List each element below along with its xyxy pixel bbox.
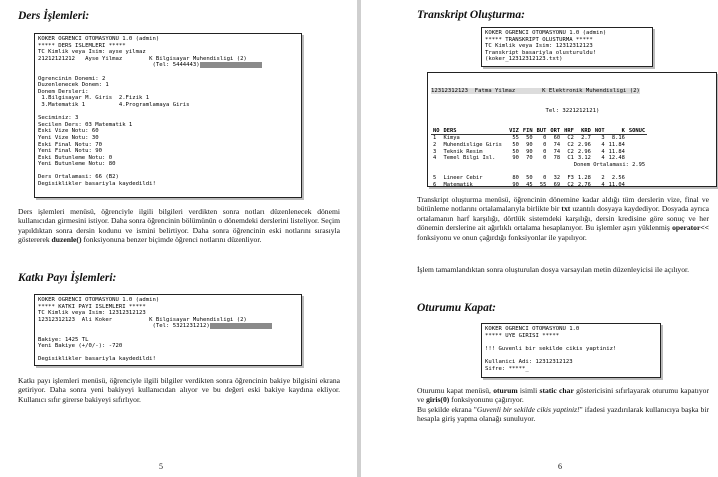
transcript-header-cell: NO <box>433 127 440 134</box>
table-cell: 69 <box>553 181 561 187</box>
transcript-header-cell: K <box>607 128 627 135</box>
table-cell: 2.56 <box>611 174 625 181</box>
transcript-header-cell: FIN <box>522 127 533 134</box>
spacer-row <box>431 168 647 175</box>
table-row <box>431 182 647 188</box>
console-line <box>38 350 298 357</box>
table-cell: 4 <box>601 155 605 162</box>
table-cell: 0 <box>543 148 547 155</box>
page-number: 6 <box>558 462 562 471</box>
paragraph-oturumu-kapat: Oturumu kapat menüsü, oturum isimli static char göstericisini sıfırlayarak oturumu kapatıyor ve giris(0) fonksiyonunu çağırıyor. <box>417 386 709 405</box>
table-cell: 4 <box>433 155 437 162</box>
table-cell: 2.76 <box>577 181 591 187</box>
table-cell: 74 <box>553 148 561 155</box>
console-line: KOKER OGRENCI OTOMASYONU 1.0 (admin) <box>38 36 160 42</box>
table-row <box>431 155 647 162</box>
table-cell: C2 <box>567 135 574 142</box>
transcript-header-cell: HRF <box>564 127 574 134</box>
table-cell: 80 <box>512 174 519 181</box>
console-line <box>485 352 657 359</box>
console-line: (koker_12312312123.txt) <box>485 56 563 63</box>
table-cell: 70 <box>526 155 533 162</box>
console-line: ***** TRANSKRIPT OLUSTURMA ***** <box>485 36 593 43</box>
console-transkript <box>481 27 653 67</box>
console-line <box>485 339 657 346</box>
table-cell: 2 <box>601 174 605 181</box>
table-cell: 11.04 <box>608 181 625 187</box>
table-row <box>431 135 647 142</box>
table-cell: 8.16 <box>611 135 625 142</box>
page-number: 5 <box>159 462 163 471</box>
console-line: Eski Final Notu: 70 <box>38 141 102 148</box>
transcript-header-cell: ORT <box>550 127 561 134</box>
table-cell: C1 <box>567 155 574 162</box>
table-cell: 1.28 <box>577 174 591 181</box>
console-line: (Tel: 5444443) <box>38 62 298 69</box>
table-cell: Temel Bilgi Isl. <box>443 155 496 162</box>
console-line: 12312312123 Ali Koker K Bilgisayar Muhendisligi (2) <box>38 316 247 323</box>
page-5 <box>0 0 357 477</box>
console-line: 1.Bilgisayar M. Giris 2.Fizik 1 <box>38 95 150 102</box>
table-cell: C2 <box>567 181 574 187</box>
console-line: (Tel: 5321231212) <box>38 323 298 330</box>
table-cell: Muhendislige Giris <box>443 141 502 148</box>
term-average: Donem Ortalamasi: 2.95 <box>573 161 646 168</box>
console-line: 21212121212 Ayse Yilmaz K Bilgisayar Muhendisligi (2) <box>38 55 247 62</box>
table-cell <box>627 175 647 182</box>
table-cell: 90 <box>512 155 519 162</box>
table-cell: 55 <box>512 135 519 142</box>
console-line: Degisiklikler basariyla kaydedildi! <box>38 181 156 188</box>
transcript-tel-line: Tel: 3221212121) <box>431 107 600 114</box>
table-cell: 74 <box>553 141 561 148</box>
table-cell: 50 <box>512 148 519 155</box>
transcript-header-cell: VIZ <box>509 127 519 134</box>
paragraph-oturumu-kapat-2: Bu şekilde ekrana "Guvenli bir sekilde cikis yaptiniz!" ifadesi yazdırılarak kullanıcıya başka bir hesapla giriş yapma olanağı sunuluyor. <box>417 405 709 424</box>
table-cell: 5 <box>433 174 437 181</box>
table-cell: 2.96 <box>577 148 591 155</box>
table-row <box>431 149 647 156</box>
term-average-row <box>431 162 647 169</box>
console-line: Donem Dersleri: <box>38 88 89 95</box>
table-cell: 55 <box>539 181 547 187</box>
console-line: TC Kimlik veya Isim: 12312312123 <box>485 43 593 50</box>
table-cell <box>627 155 647 162</box>
table-cell <box>627 182 647 188</box>
console-line: TC Kimlik veya Isim: 12312312123 <box>38 310 146 317</box>
console-line: Yeni Butunleme Notu: 80 <box>38 161 116 168</box>
console-line: KOKER OGRENCI OTOMASYONU 1.0 <box>485 326 580 332</box>
table-cell: 2.96 <box>577 141 591 148</box>
table-cell: Teknik Resim <box>443 148 483 155</box>
heading-ders-islemleri: Ders İşlemleri: <box>18 10 90 22</box>
console-line: Eski Vize Notu: 60 <box>38 128 99 135</box>
console-line: Sifre: *****_ <box>485 365 529 372</box>
table-cell: 50 <box>526 135 533 142</box>
table-cell <box>627 135 647 142</box>
table-cell: Kimya <box>443 135 460 142</box>
table-cell: 2.7 <box>581 135 591 142</box>
transcript-student-line: 12312312123 Fatma Yilmaz K Elektronik Muhendisligi (2) <box>431 88 640 95</box>
console-line: Kullanici Adi: 12312312123 <box>485 358 573 365</box>
console-line: KOKER OGRENCI OTOMASYONU 1.0 (admin) <box>485 30 607 36</box>
console-line: Bakiye: 1425 TL <box>38 336 89 343</box>
table-cell: 90 <box>526 148 533 155</box>
console-line: Yeni Bakiye (+/0/-): -720 <box>38 343 123 350</box>
console-line: ***** UYE GIRISI ***** <box>485 332 560 339</box>
table-cell: 4 <box>601 148 605 155</box>
console-line: Ogrencinin Donemi: 2 <box>38 75 106 82</box>
console-line: !!! Guvenli bir sekilde cikis yaptiniz! <box>485 345 617 352</box>
table-cell: 12.48 <box>608 155 625 162</box>
table-cell: 3 <box>601 135 605 142</box>
heading-oturumu-kapat: Oturumu Kapat: <box>417 302 496 314</box>
table-cell: 50 <box>526 174 533 181</box>
console-line <box>38 109 298 116</box>
table-cell: 90 <box>512 181 519 187</box>
transcript-header-cell: NOT <box>594 127 605 134</box>
console-line: Seciminiz: 3 <box>38 115 79 122</box>
table-cell: 90 <box>526 141 533 148</box>
table-cell: Lineer Cebir <box>443 174 483 181</box>
table-cell: 6 <box>433 181 437 187</box>
console-line: Secilen Ders: 03 Matematik 1 <box>38 121 133 128</box>
console-line: Duzenlenecek Donem: 1 <box>38 82 109 89</box>
table-cell: 45 <box>526 181 533 187</box>
table-cell: C2 <box>567 141 574 148</box>
paragraph-katki-payi: Katkı payı işlemleri menüsü, öğrenciyle ilgili bilgiler verdikten sonra öğrencinin bakiye bilgisini ekrana getiriyor. Daha sonra yeni bakiyeyi kullanıcıdan alıyor ve bu değeri eski bakiye kaydına ekliyor. Kullanıcı sıfır girerse bakiyeyi sıfırlıyor. <box>18 376 340 404</box>
transcript-header-cell: SONUC <box>628 127 646 134</box>
console-katki-payi <box>34 294 302 366</box>
table-row <box>431 175 647 182</box>
console-line: TC Kimlik veya Isim: ayse yilmaz <box>38 49 146 56</box>
console-line: Ders Ortalamasi: 66 (B2) <box>38 174 119 181</box>
table-row <box>431 142 647 149</box>
console-line: ***** DERS ISLEMLERI ***** <box>38 42 126 49</box>
transcript-header-cell: KRD <box>576 128 593 135</box>
table-cell <box>627 149 647 156</box>
console-line: Degisiklikler basariyla kaydedildi! <box>38 356 156 363</box>
redaction-bar <box>210 323 272 329</box>
paragraph-transkript-2: İşlem tamamlandıktan sonra oluşturulan dosya varsayılan metin düzenleyicisi ile açılıyor. <box>417 265 690 274</box>
table-cell: 4 <box>601 181 605 187</box>
table-cell: F3 <box>567 174 574 181</box>
paragraph-ders-islemleri: Ders işlemleri menüsü, öğrenciyle ilgili bilgileri verdikten sonra notları düzenlenecek dönemi kullanıcıdan girmesini istiyor. Daha sonra öğrencinin bölümünün o dönemdeki derslerini listeliyor. Seçim yapıldıktan sonra dersin kodunu ve ismini belirtiyor. Daha sonra öğrencinin eski notlarını sırasıyla göstererek duzenle() fonksiyonuna benzer biçimde öğrenci notlarını düzenliyor. <box>18 207 340 245</box>
table-cell: 3 <box>433 148 437 155</box>
console-line: 3.Matematik 1 4.Programlamaya Giris <box>38 101 190 108</box>
transcript-table <box>431 128 647 187</box>
console-line <box>38 168 298 175</box>
console-line: Yeni Final Notu: 90 <box>38 148 102 155</box>
table-cell: 78 <box>553 155 561 162</box>
redaction-bar <box>200 62 262 68</box>
table-cell: 11.84 <box>608 141 625 148</box>
paragraph-transkript: Transkript oluşturma menüsü, öğrencinin dönemine kadar aldığı tüm derslerin vize, final ve bütünleme notlarını ortalamalarıyla birlikte bir txt uzantılı dosyaya kaydediyor. Dosyada ayrıca ortalamanın harf karşılığı, dörtlük sistemdeki karşılığı, dersin kredisine göre sonuç ve her dönemin derslerine ait ağırlıklı ortalama hesaplanıyor. Bu işlemler aşırı yüklenmiş operator<< fonksiyonu ve onun çağırdığı fonksiyonlar ile yapılıyor. <box>417 195 709 242</box>
table-cell: 0 <box>543 141 547 148</box>
console-line: Transkript basariyla olusturuldu! <box>485 49 597 56</box>
table-cell: 32 <box>553 174 561 181</box>
console-line: ***** KATKI PAYI ISLEMLERI ***** <box>38 303 146 310</box>
table-cell: 0 <box>543 135 547 142</box>
transcript-file-window <box>427 72 717 187</box>
heading-transkript: Transkript Oluşturma: <box>417 9 525 21</box>
heading-katki-payi: Katkı Payı İşlemleri: <box>18 272 117 284</box>
table-cell <box>627 142 647 149</box>
table-cell: 60 <box>553 135 561 142</box>
table-cell: 0 <box>543 155 547 162</box>
console-line: KOKER OGRENCI OTOMASYONU 1.0 (admin) <box>38 297 160 303</box>
transcript-header-row <box>431 128 647 135</box>
table-cell: Matematik <box>443 181 473 187</box>
table-cell: C2 <box>567 148 574 155</box>
table-cell: 2 <box>433 141 437 148</box>
console-line <box>38 330 298 337</box>
transcript-header-cell: BUT <box>536 127 547 134</box>
page-6 <box>361 0 718 477</box>
table-cell: 50 <box>512 141 519 148</box>
console-line: Eski Butunleme Notu: 0 <box>38 154 113 161</box>
table-cell: 4 <box>601 141 605 148</box>
transcript-header-cell: DERS <box>442 128 508 135</box>
console-line <box>38 69 298 76</box>
console-ders-islemleri <box>34 33 302 198</box>
table-cell: 11.84 <box>608 148 625 155</box>
console-line: Yeni Vize Notu: 30 <box>38 134 99 141</box>
table-cell: 0 <box>543 174 547 181</box>
table-cell: 3.12 <box>577 155 591 162</box>
console-oturumu-kapat <box>481 323 661 378</box>
table-cell: 1 <box>433 135 437 142</box>
